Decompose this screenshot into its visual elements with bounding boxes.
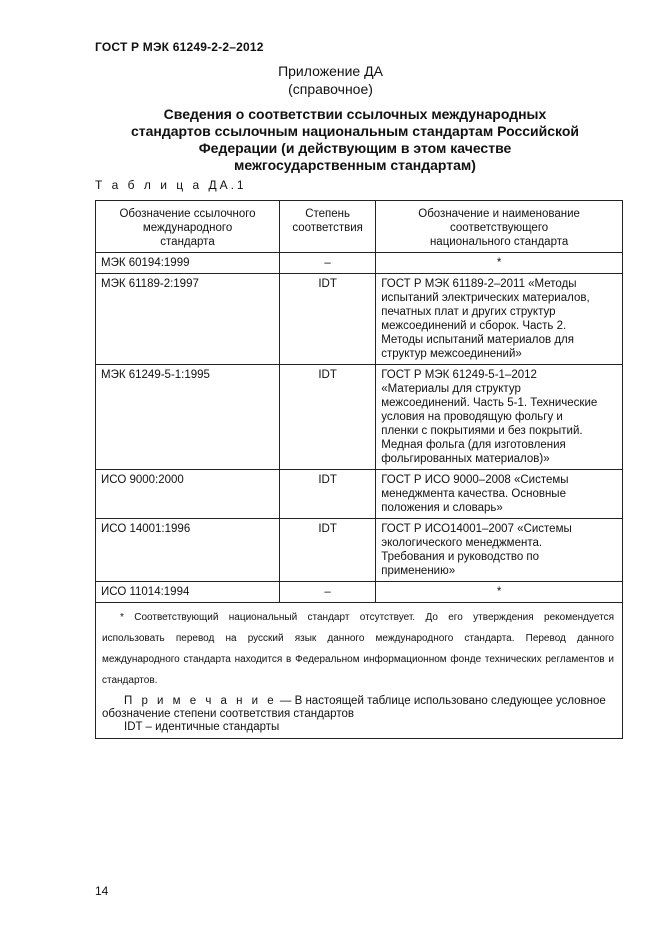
standards-table — [95, 200, 623, 739]
cell-ref: ИСО 11014:1994 — [96, 582, 280, 603]
cell-national: ГОСТ Р МЭК 61189-2–2011 «Методы испытаний электрических материалов, печатных плат и других структур межсоединений и сборок. Часть 2. Методы испытаний материалов для структур межсоединений» — [376, 274, 623, 365]
cell-degree: – — [280, 582, 376, 603]
cell-ref: МЭК 61249-5-1:1995 — [96, 365, 280, 470]
heading-line: стандартов ссылочным национальным стандартам Российской — [131, 123, 579, 139]
header-ref-standard: Обозначение ссылочного международного стандарта — [96, 201, 280, 253]
cell-degree: IDT — [280, 519, 376, 582]
document-header: ГОСТ Р МЭК 61249-2-2–2012 — [95, 40, 264, 54]
cell-ref: ИСО 14001:1996 — [96, 519, 280, 582]
table-row — [96, 365, 623, 470]
heading-line: межгосударственным стандартам) — [234, 157, 476, 173]
cell-ref: МЭК 60194:1999 — [96, 253, 280, 274]
heading-line: Федерации (и действующим в этом качестве — [198, 140, 512, 156]
appendix-subtitle: (справочное) — [288, 81, 373, 97]
table-header-row — [96, 201, 623, 253]
table-row — [96, 253, 623, 274]
page-number: 14 — [95, 884, 109, 898]
header-national-standard: Обозначение и наименование соответствующего национального стандарта — [376, 201, 623, 253]
cell-national: ГОСТ Р ИСО 9000–2008 «Системы менеджмента качества. Основные положения и словарь» — [376, 470, 623, 519]
cell-national: ГОСТ Р ИСО14001–2007 «Системы экологического менеджмента. Требования и руководство по применению» — [376, 519, 623, 582]
cell-ref: МЭК 61189-2:1997 — [96, 274, 280, 365]
note-paragraph — [102, 695, 614, 721]
main-heading — [95, 106, 615, 174]
cell-national: * — [376, 253, 623, 274]
footnote-text: * Соответствующий национальный стандарт отсутствует. До его утверждения рекомендуется использовать перевод на русский язык данного международного стандарта. Перевод данного международного стандарта находится в Федеральном информационном фонде технических регламентов и стандартов. — [102, 612, 614, 686]
appendix-title: Приложение ДА — [278, 63, 383, 79]
cell-degree: IDT — [280, 470, 376, 519]
note-label: П р и м е ч а н и е — [124, 695, 277, 707]
note-item: IDT – идентичные стандарты — [124, 721, 280, 733]
note-text: — В настоящей таблице использовано следующее условное обозначение степени соответствия стандартов — [102, 695, 606, 720]
cell-national: ГОСТ Р МЭК 61249-5-1–2012 «Материалы для структур межсоединений. Часть 5-1. Технические условия на проводящую фольгу и пленки с покрытиями и без покрытий. Медная фольга (для изготовления фольгированных материалов)» — [376, 365, 623, 470]
cell-national: * — [376, 582, 623, 603]
header-degree: Степень соответствия — [280, 201, 376, 253]
table-row — [96, 582, 623, 603]
table-footnote-row — [96, 603, 623, 739]
table-row — [96, 470, 623, 519]
footnote-cell — [96, 603, 623, 739]
cell-ref: ИСО 9000:2000 — [96, 470, 280, 519]
heading-line: Сведения о соответствии ссылочных международных — [163, 106, 547, 122]
table-caption: Т а б л и ц а ДА.1 — [95, 178, 247, 192]
table-row — [96, 274, 623, 365]
cell-degree: – — [280, 253, 376, 274]
cell-degree: IDT — [280, 274, 376, 365]
cell-degree: IDT — [280, 365, 376, 470]
table-row — [96, 519, 623, 582]
